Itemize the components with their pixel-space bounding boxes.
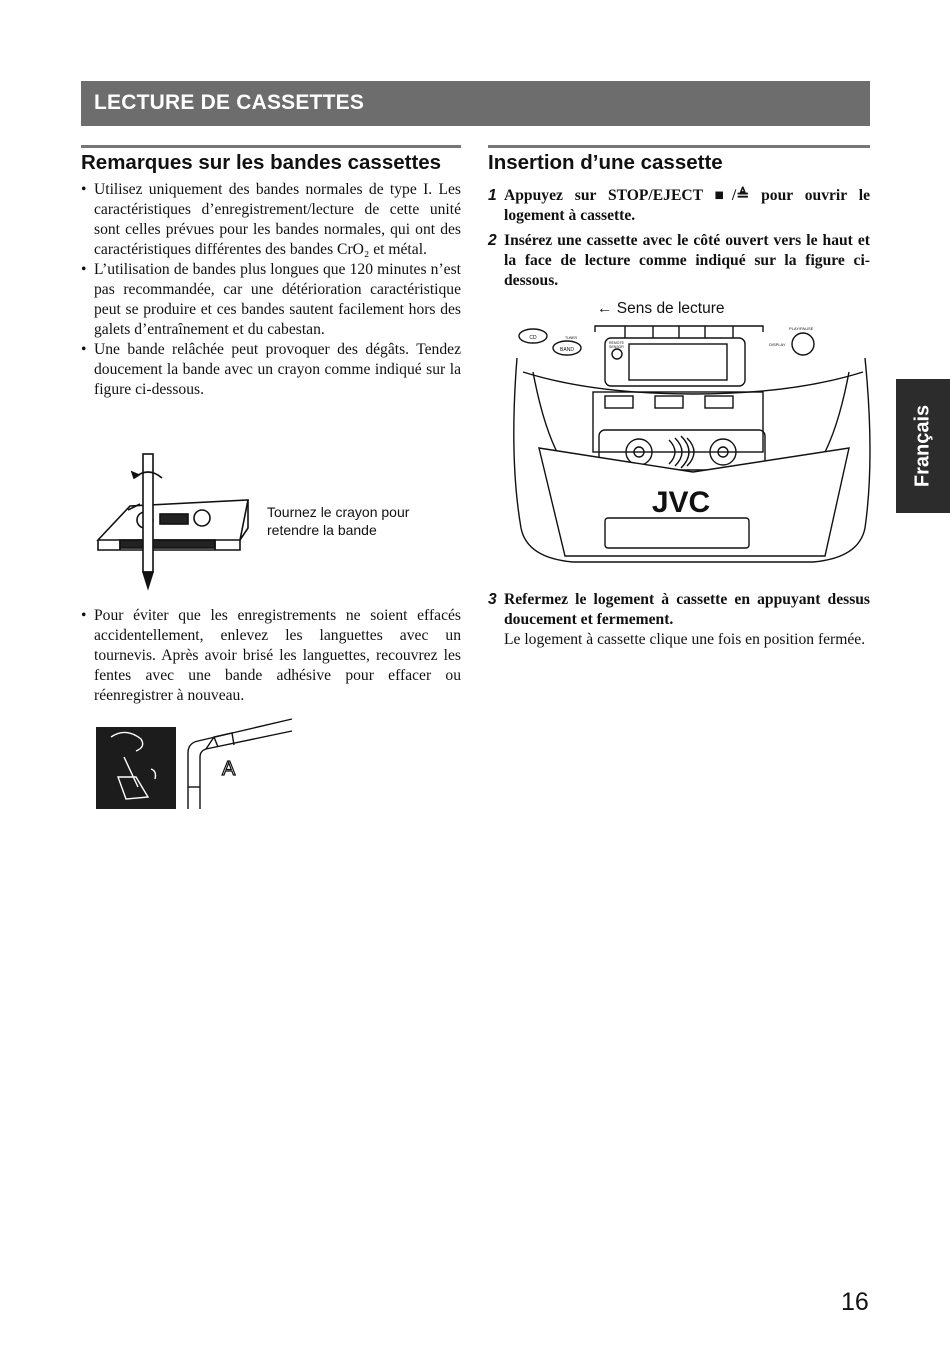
right-steps-top	[488, 186, 870, 296]
pencil-caption: Tournez le crayon pour retendre la bande	[267, 504, 410, 538]
right-steps-bottom	[488, 590, 870, 650]
right-heading-rule	[488, 145, 870, 148]
erase-tab-figure	[96, 717, 296, 813]
page-number: 16	[841, 1288, 869, 1316]
tab-letter: A	[222, 758, 236, 780]
sensor-label: SENSOR	[609, 345, 624, 349]
step-3: 3 Refermez le logement à cassette en appuyant dessus doucement et fermement.	[488, 591, 870, 628]
step-1: 1 Appuyez sur STOP/EJECT ■/≜ pour ouvrir le logement à cassette.	[488, 187, 870, 224]
right-heading: Insertion d’une cassette	[488, 151, 723, 174]
left-bullets-bottom	[81, 606, 461, 706]
language-tab-label: Français	[911, 404, 934, 488]
pencil-cassette-figure	[90, 448, 265, 596]
tuner-label: TUNER	[564, 336, 578, 340]
section-title: LECTURE DE CASSETTES	[94, 91, 365, 114]
jvc-logo: JVC	[651, 486, 711, 519]
cd-button-label: CD	[529, 335, 537, 341]
bullet-tape-type: • Utilisez uniquement des bandes normales de type I. Les caractéristiques d’enregistrement/lecture de cette unité sont celles prévues pour les bandes normales, qui ont des caractéristiques différentes des bandes CrO₂ et métal.	[81, 180, 461, 260]
left-bullets-top	[81, 180, 461, 400]
left-heading-rule	[81, 145, 461, 148]
display-label: DISPLAY	[769, 342, 786, 347]
boombox-figure	[513, 318, 873, 580]
section-banner	[81, 81, 870, 126]
play-direction-label: ← Sens de lecture	[597, 300, 725, 317]
bullet-slack-tape: • Une bande relâchée peut provoquer des dégâts. Tendez doucement la bande avec un crayon comme indiqué sur la figure ci-dessous.	[81, 340, 461, 400]
left-heading: Remarques sur les bandes cassettes	[81, 151, 442, 174]
step-3-note: Le logement à cassette clique une fois en position fermée.	[504, 631, 866, 648]
language-tab	[896, 379, 950, 513]
remote-label: REMOTE	[609, 341, 624, 345]
band-button-label: BAND	[560, 347, 574, 353]
bullet-tape-length: • L’utilisation de bandes plus longues que 120 minutes n’est pas recommandée, car une détérioration caractéristique peut se produire et ces bandes sautent facilement hors des galets d’entraînement et du cabestan.	[81, 260, 461, 340]
bullet-tabs: • Pour éviter que les enregistrements ne soient effacés accidentellement, enlevez les languettes avec un tournevis. Après avoir brisé les languettes, recouvrez les fentes avec une bande adhésive pour effacer ou réenregistrer à nouveau.	[81, 606, 461, 706]
step-2: 2 Insérez une cassette avec le côté ouvert vers le haut et la face de lecture comme indiqué sur la figure ci-dessous.	[488, 232, 870, 289]
playpause-label: PLAY/PAUSE	[789, 326, 814, 331]
